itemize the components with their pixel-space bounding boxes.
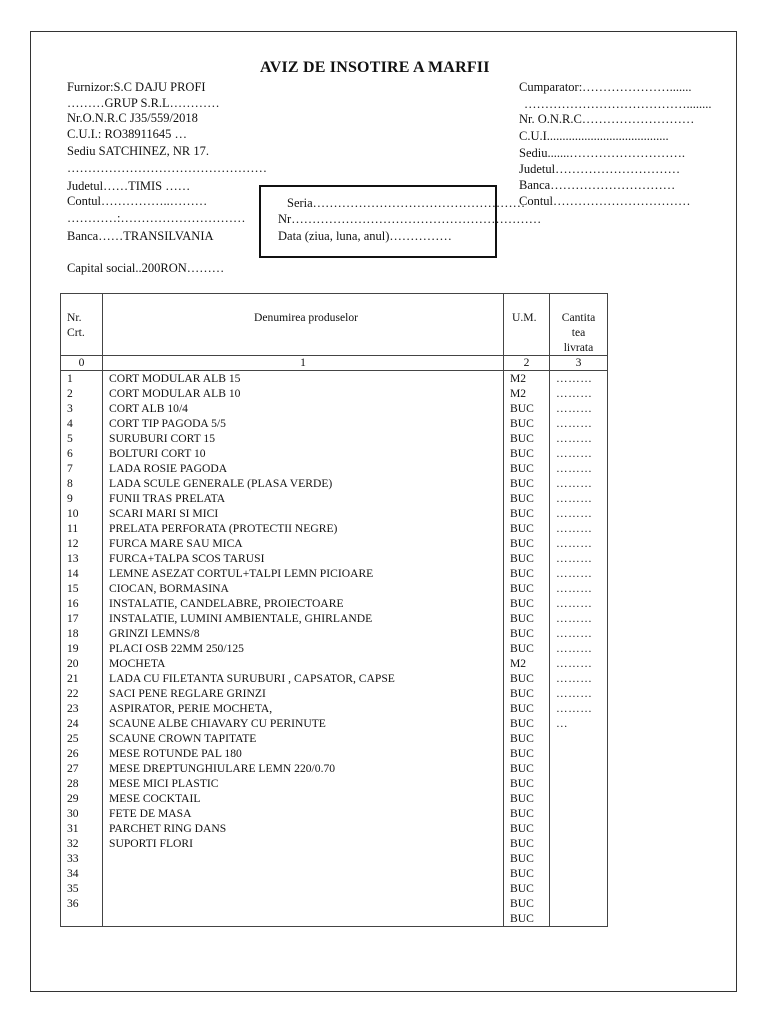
row-number-cell: 27 xyxy=(61,761,103,776)
row-number-cell: 12 xyxy=(61,536,103,551)
unit-cell: BUC xyxy=(504,761,550,776)
product-name-cell xyxy=(103,896,504,911)
unit-cell: BUC xyxy=(504,431,550,446)
unit-cell: BUC xyxy=(504,476,550,491)
supplier-account: Contul……………..……… xyxy=(67,194,208,208)
row-number-cell: 15 xyxy=(61,581,103,596)
row-number-cell: 19 xyxy=(61,641,103,656)
quantity-cell xyxy=(550,836,608,851)
table-row xyxy=(61,581,608,596)
product-name-cell: FURCA+TALPA SCOS TARUSI xyxy=(103,551,504,566)
row-number-cell: 11 xyxy=(61,521,103,536)
quantity-cell: ……… xyxy=(550,566,608,581)
unit-cell: BUC xyxy=(504,446,550,461)
table-row xyxy=(61,866,608,881)
product-name-cell: LADA CU FILETANTA SURUBURI , CAPSATOR, CAPSE xyxy=(103,671,504,686)
row-number-cell xyxy=(61,911,103,927)
unit-cell: BUC xyxy=(504,881,550,896)
table-row xyxy=(61,776,608,791)
quantity-cell xyxy=(550,896,608,911)
unit-cell: BUC xyxy=(504,896,550,911)
product-name-cell: MESE ROTUNDE PAL 180 xyxy=(103,746,504,761)
table-row xyxy=(61,701,608,716)
header-product-name: Denumirea produselor xyxy=(103,294,504,356)
table-row xyxy=(61,536,608,551)
row-number-cell: 18 xyxy=(61,626,103,641)
header-um: U.M. xyxy=(504,294,550,356)
quantity-cell xyxy=(550,761,608,776)
table-row xyxy=(61,716,608,731)
product-name-cell: LADA ROSIE PAGODA xyxy=(103,461,504,476)
table-row xyxy=(61,746,608,761)
row-number-cell: 2 xyxy=(61,386,103,401)
unit-cell: BUC xyxy=(504,581,550,596)
unit-cell: BUC xyxy=(504,716,550,731)
quantity-cell xyxy=(550,866,608,881)
header-qty-line2: tea xyxy=(571,326,586,339)
quantity-cell: … xyxy=(550,716,608,731)
product-name-cell: MESE COCKTAIL xyxy=(103,791,504,806)
product-name-cell: CORT MODULAR ALB 15 xyxy=(103,371,504,387)
quantity-cell: ……… xyxy=(550,581,608,596)
table-row xyxy=(61,656,608,671)
table-row xyxy=(61,806,608,821)
table-row xyxy=(61,506,608,521)
table-row xyxy=(61,566,608,581)
table-row xyxy=(61,641,608,656)
quantity-cell: ……… xyxy=(550,446,608,461)
product-name-cell xyxy=(103,851,504,866)
supplier-account-cont: …………:………………………… xyxy=(67,211,246,225)
table-row xyxy=(61,761,608,776)
product-name-cell: CIOCAN, BORMASINA xyxy=(103,581,504,596)
row-number-cell: 8 xyxy=(61,476,103,491)
product-name-cell: SUPORTI FLORI xyxy=(103,836,504,851)
product-name-cell: SCAUNE CROWN TAPITATE xyxy=(103,731,504,746)
product-name-cell: PARCHET RING DANS xyxy=(103,821,504,836)
unit-cell: BUC xyxy=(504,686,550,701)
row-number-cell: 31 xyxy=(61,821,103,836)
supplier-bank: Banca……TRANSILVANIA xyxy=(67,229,214,243)
buyer-name-cont: …………………………………........ xyxy=(524,97,712,111)
table-row xyxy=(61,911,608,927)
product-name-cell: ASPIRATOR, PERIE MOCHETA, xyxy=(103,701,504,716)
unit-cell: BUC xyxy=(504,506,550,521)
unit-cell: BUC xyxy=(504,401,550,416)
supplier-onrc: Nr.O.N.R.C J35/559/2018 xyxy=(67,111,198,125)
quantity-cell xyxy=(550,911,608,927)
unit-cell: M2 xyxy=(504,386,550,401)
unit-cell: BUC xyxy=(504,776,550,791)
table-row xyxy=(61,386,608,401)
row-number-cell: 23 xyxy=(61,701,103,716)
row-number-cell: 30 xyxy=(61,806,103,821)
product-name-cell: CORT MODULAR ALB 10 xyxy=(103,386,504,401)
unit-cell: BUC xyxy=(504,551,550,566)
buyer-onrc: Nr. O.N.R.C……………………… xyxy=(519,112,695,126)
quantity-cell: ……… xyxy=(550,611,608,626)
table-row xyxy=(61,371,608,387)
table-row xyxy=(61,461,608,476)
quantity-cell: ……… xyxy=(550,506,608,521)
products-table xyxy=(60,293,608,927)
row-number-cell: 21 xyxy=(61,671,103,686)
product-name-cell xyxy=(103,866,504,881)
quantity-cell xyxy=(550,731,608,746)
quantity-cell xyxy=(550,746,608,761)
unit-cell: BUC xyxy=(504,836,550,851)
row-number-cell: 1 xyxy=(61,371,103,387)
product-name-cell: MESE MICI PLASTIC xyxy=(103,776,504,791)
unit-cell: BUC xyxy=(504,791,550,806)
product-name-cell: SACI PENE REGLARE GRINZI xyxy=(103,686,504,701)
table-row xyxy=(61,836,608,851)
row-number-cell: 24 xyxy=(61,716,103,731)
product-name-cell: CORT ALB 10/4 xyxy=(103,401,504,416)
quantity-cell xyxy=(550,821,608,836)
quantity-cell: ……… xyxy=(550,551,608,566)
row-number-cell: 7 xyxy=(61,461,103,476)
table-row xyxy=(61,416,608,431)
quantity-cell xyxy=(550,806,608,821)
header-qty-line3: livrata xyxy=(563,341,594,354)
unit-cell: BUC xyxy=(504,806,550,821)
supplier-address: Sediu SATCHINEZ, NR 17. xyxy=(67,144,210,158)
header-qty-line1: Cantita xyxy=(561,311,596,324)
product-name-cell: FUNII TRAS PRELATA xyxy=(103,491,504,506)
row-number-cell: 35 xyxy=(61,881,103,896)
unit-cell: BUC xyxy=(504,461,550,476)
product-name-cell: LEMNE ASEZAT CORTUL+TALPI LEMN PICIOARE xyxy=(103,566,504,581)
quantity-cell: ……… xyxy=(550,491,608,506)
quantity-cell: ……… xyxy=(550,431,608,446)
table-row xyxy=(61,551,608,566)
product-name-cell: MOCHETA xyxy=(103,656,504,671)
unit-cell: M2 xyxy=(504,656,550,671)
unit-cell: BUC xyxy=(504,641,550,656)
product-name-cell: FETE DE MASA xyxy=(103,806,504,821)
unit-cell: BUC xyxy=(504,596,550,611)
date-field: Data (ziua, luna, anul)…………… xyxy=(278,229,452,243)
row-number-cell: 5 xyxy=(61,431,103,446)
quantity-cell xyxy=(550,851,608,866)
quantity-cell xyxy=(550,791,608,806)
product-name-cell: INSTALATIE, CANDELABRE, PROIECTOARE xyxy=(103,596,504,611)
row-number-cell: 29 xyxy=(61,791,103,806)
buyer-bank: Banca………………………… xyxy=(519,178,676,192)
quantity-cell: ……… xyxy=(550,671,608,686)
quantity-cell: ……… xyxy=(550,596,608,611)
quantity-cell: ……… xyxy=(550,626,608,641)
quantity-cell: ……… xyxy=(550,521,608,536)
supplier-name-cont: ………GRUP S.R.L………… xyxy=(67,96,220,110)
buyer-address: Sediu.......………………………. xyxy=(519,146,685,160)
unit-cell: BUC xyxy=(504,626,550,641)
unit-cell: BUC xyxy=(504,746,550,761)
series-field: Seria…………………………………………… xyxy=(287,196,526,210)
product-name-cell xyxy=(103,881,504,896)
unit-cell: BUC xyxy=(504,821,550,836)
quantity-cell xyxy=(550,881,608,896)
product-name-cell: GRINZI LEMNS/8 xyxy=(103,626,504,641)
unit-cell: BUC xyxy=(504,416,550,431)
quantity-cell: ……… xyxy=(550,461,608,476)
row-number-cell: 17 xyxy=(61,611,103,626)
quantity-cell: ……… xyxy=(550,386,608,401)
row-number-cell: 13 xyxy=(61,551,103,566)
quantity-cell: ……… xyxy=(550,656,608,671)
supplier-county: Judetul……TIMIS …… xyxy=(67,179,191,193)
buyer-county: Judetul………………………… xyxy=(519,162,681,176)
quantity-cell: ……… xyxy=(550,701,608,716)
unit-cell: BUC xyxy=(504,851,550,866)
row-number-cell: 28 xyxy=(61,776,103,791)
table-row xyxy=(61,476,608,491)
product-name-cell: LADA SCULE GENERALE (PLASA VERDE) xyxy=(103,476,504,491)
unit-cell: BUC xyxy=(504,611,550,626)
row-number-cell: 16 xyxy=(61,596,103,611)
index-cell: 3 xyxy=(550,356,608,371)
table-row xyxy=(61,611,608,626)
product-name-cell: PRELATA PERFORATA (PROTECTII NEGRE) xyxy=(103,521,504,536)
unit-cell: BUC xyxy=(504,701,550,716)
product-name-cell: SCAUNE ALBE CHIAVARY CU PERINUTE xyxy=(103,716,504,731)
row-number-cell: 6 xyxy=(61,446,103,461)
row-number-cell: 3 xyxy=(61,401,103,416)
row-number-cell: 22 xyxy=(61,686,103,701)
index-cell: 1 xyxy=(103,356,504,371)
buyer-account: Contul…………………………… xyxy=(519,194,691,208)
unit-cell: BUC xyxy=(504,866,550,881)
row-number-cell: 14 xyxy=(61,566,103,581)
table-row xyxy=(61,431,608,446)
unit-cell: BUC xyxy=(504,521,550,536)
quantity-cell: ……… xyxy=(550,401,608,416)
table-row xyxy=(61,851,608,866)
table-row xyxy=(61,731,608,746)
index-cell: 2 xyxy=(504,356,550,371)
product-name-cell: CORT TIP PAGODA 5/5 xyxy=(103,416,504,431)
product-name-cell: MESE DREPTUNGHIULARE LEMN 220/0.70 xyxy=(103,761,504,776)
row-number-cell: 26 xyxy=(61,746,103,761)
product-name-cell: INSTALATIE, LUMINI AMBIENTALE, GHIRLANDE xyxy=(103,611,504,626)
table-row xyxy=(61,596,608,611)
table-row xyxy=(61,671,608,686)
table-row xyxy=(61,521,608,536)
buyer-name: Cumparator:…………………....... xyxy=(519,80,692,94)
table-header-row xyxy=(61,294,608,356)
table-row xyxy=(61,881,608,896)
quantity-cell: ……… xyxy=(550,416,608,431)
quantity-cell: ……… xyxy=(550,686,608,701)
table-row xyxy=(61,446,608,461)
table-row xyxy=(61,491,608,506)
unit-cell: BUC xyxy=(504,731,550,746)
quantity-cell: ……… xyxy=(550,476,608,491)
row-number-cell: 25 xyxy=(61,731,103,746)
table-row xyxy=(61,791,608,806)
row-number-cell: 33 xyxy=(61,851,103,866)
unit-cell: BUC xyxy=(504,566,550,581)
index-cell: 0 xyxy=(61,356,103,371)
row-number-cell: 36 xyxy=(61,896,103,911)
buyer-cui: C.U.I....................................... xyxy=(519,129,669,143)
row-number-cell: 9 xyxy=(61,491,103,506)
supplier-name: Furnizor:S.C DAJU PROFI xyxy=(67,80,206,94)
product-name-cell: BOLTURI CORT 10 xyxy=(103,446,504,461)
unit-cell: BUC xyxy=(504,491,550,506)
product-name-cell xyxy=(103,911,504,927)
table-row xyxy=(61,821,608,836)
table-row xyxy=(61,686,608,701)
row-number-cell: 4 xyxy=(61,416,103,431)
row-number-cell: 20 xyxy=(61,656,103,671)
quantity-cell: ……… xyxy=(550,371,608,387)
table-row xyxy=(61,626,608,641)
supplier-address-cont: ………………………………………… xyxy=(67,161,267,175)
header-quantity xyxy=(550,294,608,356)
supplier-capital: Capital social..200RON……… xyxy=(67,261,225,275)
quantity-cell: ……… xyxy=(550,641,608,656)
header-nr-line2: Crt. xyxy=(67,326,85,339)
product-name-cell: PLACI OSB 22MM 250/125 xyxy=(103,641,504,656)
unit-cell: BUC xyxy=(504,671,550,686)
unit-cell: BUC xyxy=(504,536,550,551)
number-field: Nr…………………………………………………… xyxy=(278,212,542,226)
row-number-cell: 34 xyxy=(61,866,103,881)
quantity-cell xyxy=(550,776,608,791)
unit-cell: BUC xyxy=(504,911,550,927)
product-name-cell: FURCA MARE SAU MICA xyxy=(103,536,504,551)
header-nr xyxy=(61,294,103,356)
table-row xyxy=(61,401,608,416)
product-name-cell: SCARI MARI SI MICI xyxy=(103,506,504,521)
quantity-cell: ……… xyxy=(550,536,608,551)
supplier-cui: C.U.I.: RO38911645 … xyxy=(67,127,188,141)
table-row xyxy=(61,896,608,911)
header-nr-line1: Nr. xyxy=(67,311,82,324)
row-number-cell: 10 xyxy=(61,506,103,521)
document-title: AVIZ DE INSOTIRE A MARFII xyxy=(260,59,490,76)
series-box xyxy=(259,185,542,258)
unit-cell: M2 xyxy=(504,371,550,387)
column-index-row xyxy=(61,356,608,371)
product-name-cell: SURUBURI CORT 15 xyxy=(103,431,504,446)
row-number-cell: 32 xyxy=(61,836,103,851)
